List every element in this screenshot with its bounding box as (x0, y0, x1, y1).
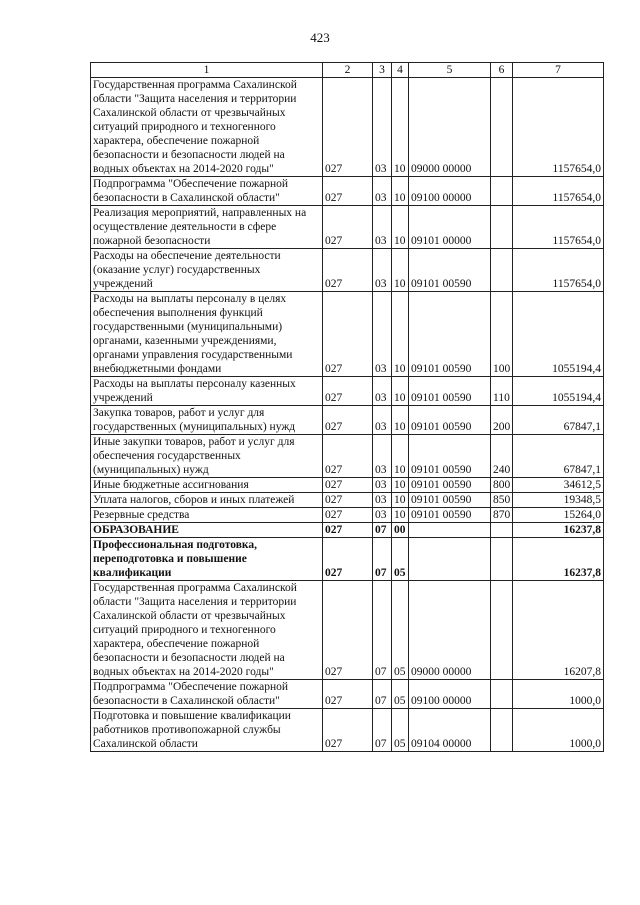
table-row (91, 78, 604, 177)
amount: 16237,8 (513, 523, 604, 538)
column-header: 2 (323, 63, 373, 78)
subsection-code: 10 (392, 292, 409, 377)
ministry-code: 027 (323, 292, 373, 377)
row-name: Реализация мероприятий, направленных на осуществление деятельности в сфере пожарной безопасности (91, 206, 323, 249)
row-name: Государственная программа Сахалинской области "Защита населения и территории Сахалинской области от чрезвычайных ситуаций природного и техногенного характера, обеспечение пожарной безопасности и безопасности людей на водных объектах на 2014-2020 годы" (91, 78, 323, 177)
expense-type: 240 (491, 435, 513, 478)
row-name: Резервные средства (91, 508, 323, 523)
target-article: 09100 00000 (409, 680, 491, 709)
section-code: 03 (373, 435, 392, 478)
ministry-code: 027 (323, 406, 373, 435)
amount: 34612,5 (513, 478, 604, 493)
amount: 1000,0 (513, 709, 604, 752)
subsection-code: 10 (392, 406, 409, 435)
table-row (91, 680, 604, 709)
table-row (91, 249, 604, 292)
table-row (91, 538, 604, 581)
subsection-code: 05 (392, 680, 409, 709)
expense-type: 100 (491, 292, 513, 377)
expense-type (491, 206, 513, 249)
amount: 1157654,0 (513, 177, 604, 206)
row-name: Иные закупки товаров, работ и услуг для обеспечения государственных (муниципальных) нужд (91, 435, 323, 478)
amount: 1157654,0 (513, 249, 604, 292)
amount: 16237,8 (513, 538, 604, 581)
section-code: 03 (373, 292, 392, 377)
section-code: 07 (373, 523, 392, 538)
ministry-code: 027 (323, 177, 373, 206)
target-article: 09100 00000 (409, 177, 491, 206)
ministry-code: 027 (323, 709, 373, 752)
table-row (91, 206, 604, 249)
target-article: 09101 00590 (409, 508, 491, 523)
subsection-code: 05 (392, 709, 409, 752)
row-name: Иные бюджетные ассигнования (91, 478, 323, 493)
amount: 19348,5 (513, 493, 604, 508)
page-number: 423 (310, 30, 330, 45)
section-code: 03 (373, 177, 392, 206)
amount: 1055194,4 (513, 292, 604, 377)
table-row (91, 292, 604, 377)
ministry-code: 027 (323, 377, 373, 406)
column-header: 6 (491, 63, 513, 78)
table-row (91, 177, 604, 206)
row-name: Расходы на выплаты персоналу в целях обеспечения выполнения функций государственными (муниципальными) органами, казенными учреждениями, органами управления государственными внебюджетными фондами (91, 292, 323, 377)
column-header: 4 (392, 63, 409, 78)
subsection-code: 10 (392, 478, 409, 493)
ministry-code: 027 (323, 249, 373, 292)
subsection-code: 00 (392, 523, 409, 538)
row-name: Государственная программа Сахалинской области "Защита населения и территории Сахалинской области от чрезвычайных ситуаций природного и техногенного характера, обеспечение пожарной безопасности и безопасности людей на водных объектах на 2014-2020 годы" (91, 581, 323, 680)
target-article: 09000 00000 (409, 78, 491, 177)
section-code: 03 (373, 78, 392, 177)
ministry-code: 027 (323, 538, 373, 581)
expense-type: 800 (491, 478, 513, 493)
subsection-code: 10 (392, 435, 409, 478)
subsection-code: 10 (392, 78, 409, 177)
row-name: Уплата налогов, сборов и иных платежей (91, 493, 323, 508)
table-row (91, 435, 604, 478)
expense-type: 870 (491, 508, 513, 523)
target-article: 09101 00590 (409, 249, 491, 292)
table-row (91, 523, 604, 538)
row-name: Расходы на обеспечение деятельности (оказание услуг) государственных учреждений (91, 249, 323, 292)
amount: 1157654,0 (513, 78, 604, 177)
table-row (91, 709, 604, 752)
expense-type: 110 (491, 377, 513, 406)
section-code: 03 (373, 508, 392, 523)
section-code: 07 (373, 581, 392, 680)
subsection-code: 10 (392, 206, 409, 249)
ministry-code: 027 (323, 478, 373, 493)
section-code: 03 (373, 478, 392, 493)
target-article: 09101 00590 (409, 292, 491, 377)
column-header: 1 (91, 63, 323, 78)
target-article: 09101 00590 (409, 478, 491, 493)
section-code: 07 (373, 709, 392, 752)
target-article: 09101 00590 (409, 435, 491, 478)
amount: 67847,1 (513, 435, 604, 478)
subsection-code: 05 (392, 581, 409, 680)
column-header: 3 (373, 63, 392, 78)
row-name: Подпрограмма "Обеспечение пожарной безопасности в Сахалинской области" (91, 680, 323, 709)
table-row (91, 377, 604, 406)
ministry-code: 027 (323, 508, 373, 523)
expense-type (491, 680, 513, 709)
section-code: 03 (373, 377, 392, 406)
section-code: 03 (373, 206, 392, 249)
row-name: ОБРАЗОВАНИЕ (91, 523, 323, 538)
amount: 1000,0 (513, 680, 604, 709)
section-code: 03 (373, 493, 392, 508)
expense-type (491, 249, 513, 292)
expense-type (491, 177, 513, 206)
target-article (409, 538, 491, 581)
row-name: Подготовка и повышение квалификации работников противопожарной службы Сахалинской области (91, 709, 323, 752)
subsection-code: 10 (392, 249, 409, 292)
target-article: 09104 00000 (409, 709, 491, 752)
subsection-code: 10 (392, 493, 409, 508)
target-article: 09101 00000 (409, 206, 491, 249)
subsection-code: 10 (392, 508, 409, 523)
target-article: 09101 00590 (409, 377, 491, 406)
subsection-code: 05 (392, 538, 409, 581)
ministry-code: 027 (323, 206, 373, 249)
target-article: 09101 00590 (409, 493, 491, 508)
expense-type: 850 (491, 493, 513, 508)
expense-type (491, 709, 513, 752)
ministry-code: 027 (323, 493, 373, 508)
row-name: Закупка товаров, работ и услуг для государственных (муниципальных) нужд (91, 406, 323, 435)
table-row (91, 581, 604, 680)
subsection-code: 10 (392, 177, 409, 206)
amount: 15264,0 (513, 508, 604, 523)
column-header: 7 (513, 63, 604, 78)
expense-type (491, 538, 513, 581)
section-code: 03 (373, 406, 392, 435)
amount: 67847,1 (513, 406, 604, 435)
table-row (91, 406, 604, 435)
expense-type (491, 581, 513, 680)
table-row (91, 493, 604, 508)
row-name: Подпрограмма "Обеспечение пожарной безопасности в Сахалинской области" (91, 177, 323, 206)
column-header: 5 (409, 63, 491, 78)
expense-type (491, 78, 513, 177)
expense-type: 200 (491, 406, 513, 435)
section-code: 07 (373, 538, 392, 581)
subsection-code: 10 (392, 377, 409, 406)
ministry-code: 027 (323, 680, 373, 709)
row-name: Профессиональная подготовка, переподготовка и повышение квалификации (91, 538, 323, 581)
amount: 1055194,4 (513, 377, 604, 406)
table-header-row (91, 63, 604, 78)
budget-table (90, 62, 604, 752)
table-row (91, 508, 604, 523)
amount: 16207,8 (513, 581, 604, 680)
ministry-code: 027 (323, 523, 373, 538)
ministry-code: 027 (323, 581, 373, 680)
ministry-code: 027 (323, 78, 373, 177)
ministry-code: 027 (323, 435, 373, 478)
expense-type (491, 523, 513, 538)
amount: 1157654,0 (513, 206, 604, 249)
target-article: 09000 00000 (409, 581, 491, 680)
target-article (409, 523, 491, 538)
target-article: 09101 00590 (409, 406, 491, 435)
section-code: 03 (373, 249, 392, 292)
row-name: Расходы на выплаты персоналу казенных учреждений (91, 377, 323, 406)
table-row (91, 478, 604, 493)
section-code: 07 (373, 680, 392, 709)
